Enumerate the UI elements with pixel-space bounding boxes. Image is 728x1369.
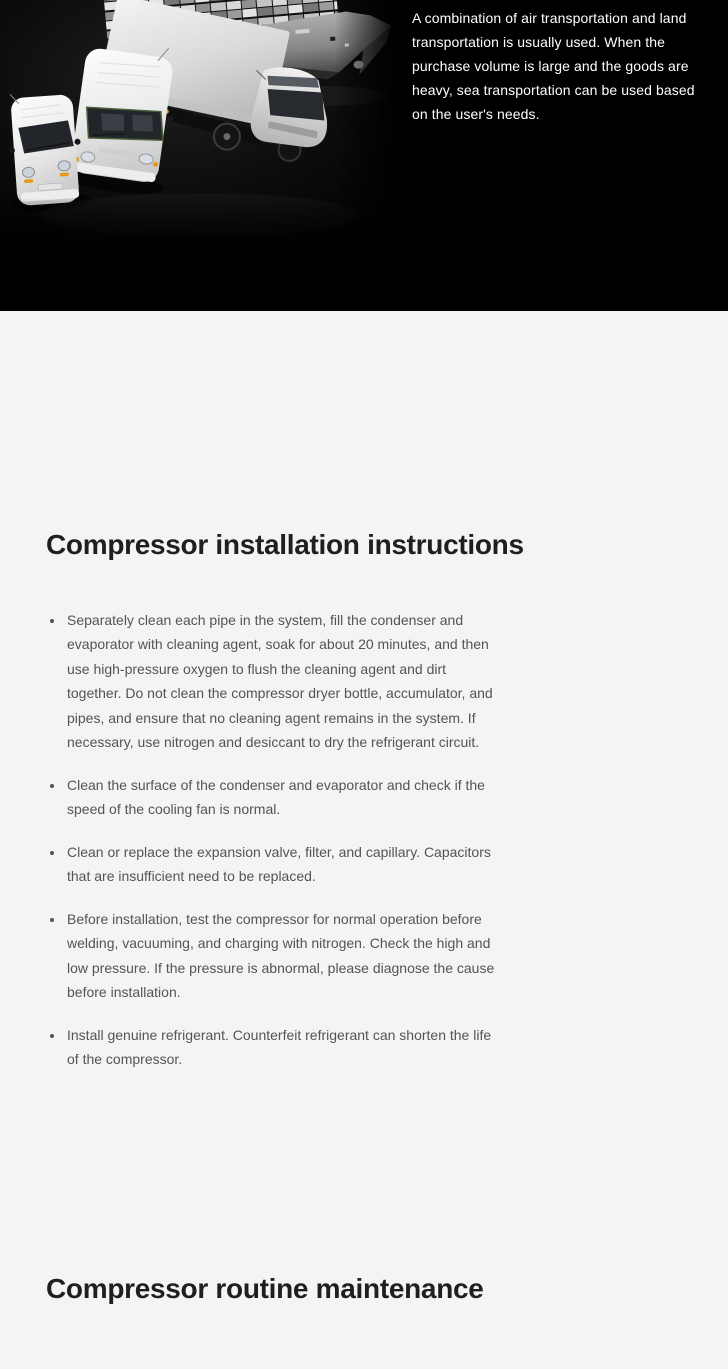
installation-instructions-list bbox=[46, 608, 682, 1072]
hero-description: A combination of air transportation and land transportation is usually used. When the purchase volume is large and the goods are heavy, sea transportation can be used based on the user's needs. bbox=[412, 10, 695, 122]
instruction-item: • Install genuine refrigerant. Counterfeit refrigerant can shorten the life of the compressor. bbox=[65, 1023, 497, 1072]
instruction-item: • Separately clean each pipe in the system, fill the condenser and evaporator with cleaning agent, soak for about 20 minutes, and then use high-pressure oxygen to flush the cleaning agent and dirt together. Do not clean the compressor dryer bottle, accumulator, and pipes, and ensure that no cleaning agent remains in the system. If necessary, use nitrogen and desiccant to dry the refrigerant circuit. bbox=[65, 608, 497, 755]
edge-fade-bottom bbox=[0, 198, 400, 250]
section-title-installation: Compressor installation instructions bbox=[46, 529, 524, 560]
instruction-item: • Clean or replace the expansion valve, filter, and capillary. Capacitors that are insufficient need to be replaced. bbox=[65, 840, 497, 889]
instruction-item: • Before installation, test the compressor for normal operation before welding, vacuuming, and charging with nitrogen. Check the high and low pressure. If the pressure is abnormal, please diagnose the cause before installation. bbox=[65, 907, 497, 1005]
hero-banner bbox=[0, 0, 728, 311]
page-content bbox=[0, 311, 728, 1343]
instruction-item: • Clean the surface of the condenser and evaporator and check if the speed of the cooling fan is normal. bbox=[65, 773, 497, 822]
freight-transport-image bbox=[0, 0, 400, 250]
section-title-maintenance: Compressor routine maintenance bbox=[46, 1272, 484, 1304]
